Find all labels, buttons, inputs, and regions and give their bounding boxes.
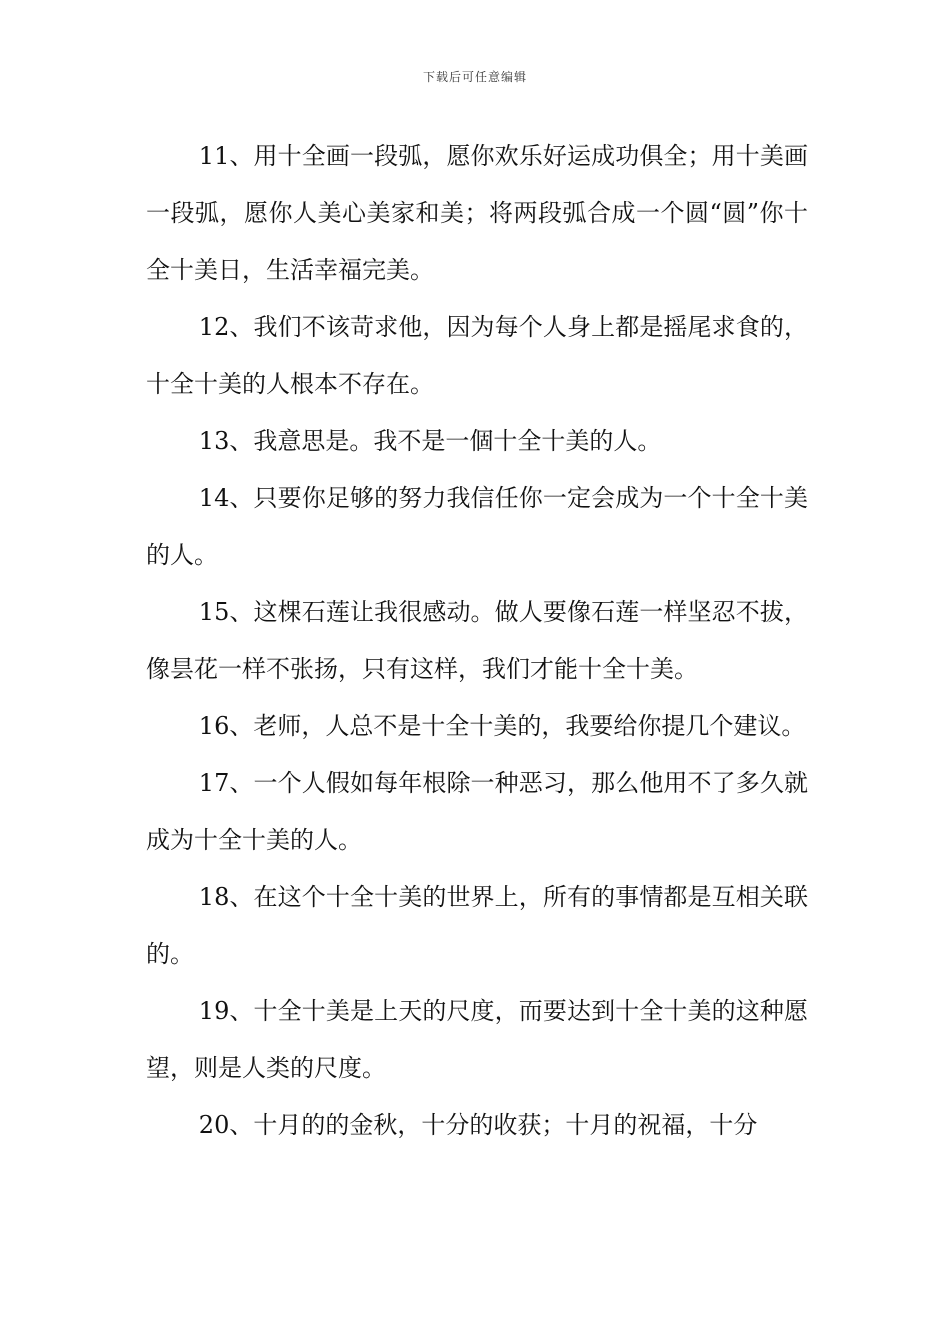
paragraph-17: 17、一个人假如每年根除一种恶习，那么他用不了多久就成为十全十美的人。 xyxy=(146,769,808,854)
paragraph-15: 15、这棵石莲让我很感动。做人要像石莲一样坚忍不拔，像昙花一样不张扬，只有这样，我们才能十全十美。 xyxy=(146,598,808,683)
paragraph-12: 12、我们不该苛求他，因为每个人身上都是摇尾求食的，十全十美的人根本不存在。 xyxy=(146,313,808,398)
paragraph-13: 13、我意思是。我不是一個十全十美的人。 xyxy=(198,427,662,455)
paragraph-19: 19、十全十美是上天的尺度，而要达到十全十美的这种愿望，则是人类的尺度。 xyxy=(146,997,808,1082)
paragraph-11: 11、用十全画一段弧，愿你欢乐好运成功俱全；用十美画一段弧，愿你人美心美家和美；将两段弧合成一个圆“圆”你十全十美日，生活幸福完美。 xyxy=(146,142,808,284)
paragraph-18: 18、在这个十全十美的世界上，所有的事情都是互相关联的。 xyxy=(146,883,808,968)
document-body xyxy=(146,128,808,1154)
paragraph-14: 14、只要你足够的努力我信任你一定会成为一个十全十美的人。 xyxy=(146,484,808,569)
paragraph-20: 20、十月的的金秋，十分的收获；十月的祝福，十分 xyxy=(198,1111,758,1139)
header-note: 下载后可任意编辑 xyxy=(422,70,527,84)
paragraph-16: 16、老师，人总不是十全十美的，我要给你提几个建议。 xyxy=(198,712,806,740)
